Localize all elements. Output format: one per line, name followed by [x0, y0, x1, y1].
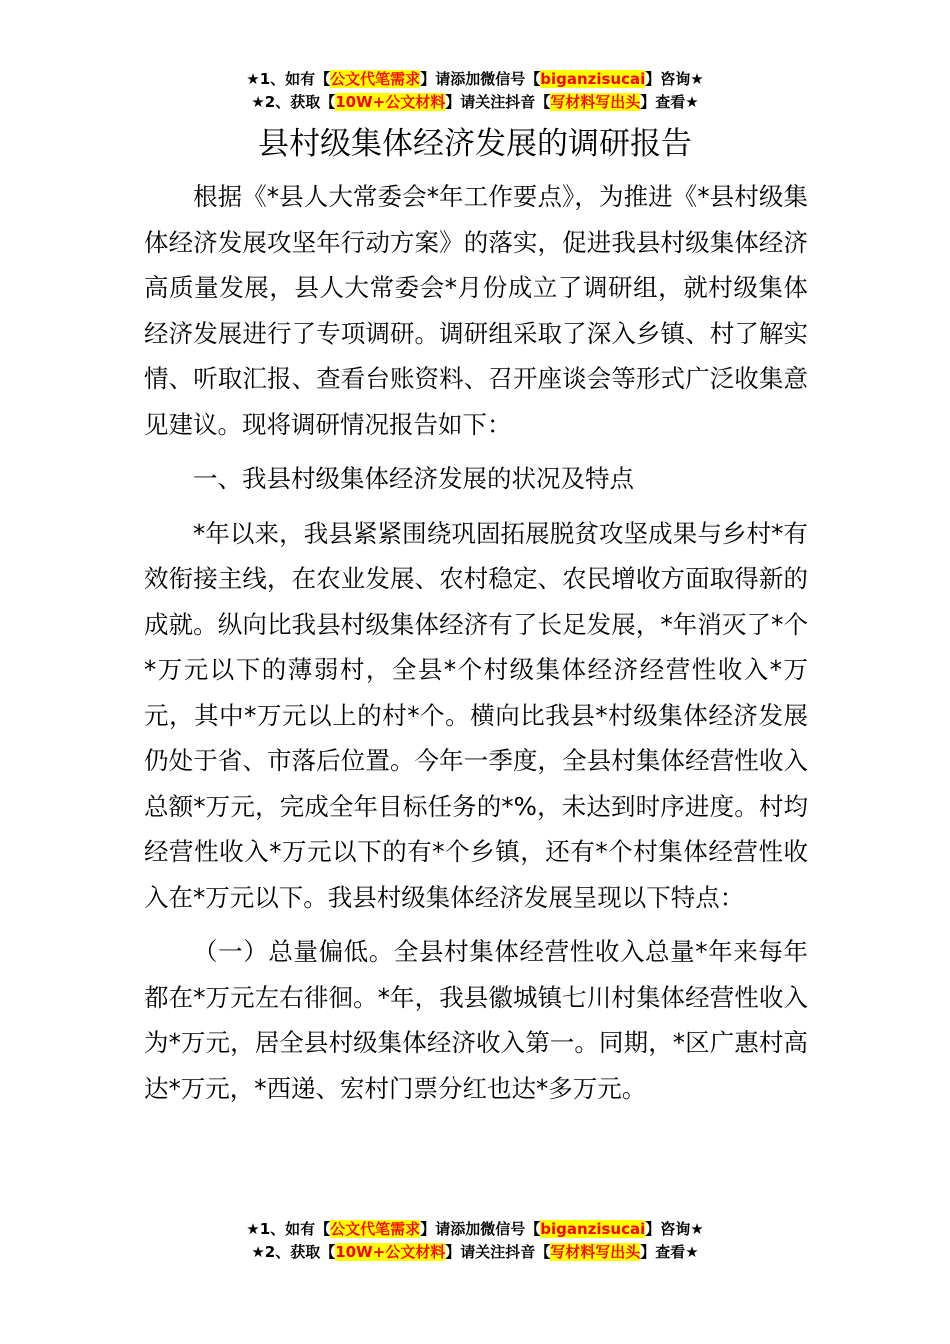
highlight-wechat-id: biganzisucai — [540, 70, 646, 88]
highlight-wechat-id: biganzisucai — [540, 1220, 646, 1238]
highlight-materials: 10W+公文材料 — [335, 93, 446, 111]
banner-text: ★2、获取【 — [251, 93, 336, 111]
banner-text: 】咨询★ — [645, 70, 704, 88]
footer-banner — [0, 1218, 950, 1264]
banner-text: ★1、如有【 — [246, 70, 331, 88]
highlight-service: 公文代笔需求 — [330, 70, 421, 88]
banner-line-2 — [0, 1241, 950, 1264]
highlight-materials: 10W+公文材料 — [335, 1243, 446, 1261]
banner-text: ★1、如有【 — [246, 1220, 331, 1238]
banner-text: 】请添加微信号【 — [420, 70, 541, 88]
section-heading-1: 一、我县村级集体经济发展的状况及特点 — [193, 464, 634, 493]
banner-line-2 — [0, 91, 950, 114]
banner-text: 】请关注抖音【 — [445, 93, 551, 111]
banner-text: 】查看★ — [640, 93, 699, 111]
paragraph-status: *年以来，我县紧紧围绕巩固拓展脱贫攻坚成果与乡村*有效衔接主线，在农业发展、农村稳定、农民增收方面取得新的成就。纵向比我县村级集体经济有了长足发展，*年消灭了*个*万元以下的薄弱村，全县*个村级集体经济经营性收入*万元，其中*万元以上的村*个。横向比我县*村级集体经济发展仍处于省、市落后位置。今年一季度，全县村集体经营性收入总额*万元，完成全年目标任务的*%，未达到时序进度。村均经营性收入*万元以下的有*个乡镇，还有*个村集体经营性收入在*万元以下。我县村级集体经济发展呈现以下特点： — [144, 518, 808, 912]
highlight-douyin-account: 写材料写出头 — [550, 93, 641, 111]
banner-line-1 — [0, 1218, 950, 1241]
banner-text: 】请关注抖音【 — [445, 1243, 551, 1261]
document-body — [144, 174, 808, 1120]
banner-line-1 — [0, 68, 950, 91]
header-banner — [0, 68, 950, 114]
banner-text: 】请添加微信号【 — [420, 1220, 541, 1238]
banner-text: 】查看★ — [640, 1243, 699, 1261]
document-title: 县村级集体经济发展的调研报告 — [258, 126, 692, 162]
highlight-service: 公文代笔需求 — [330, 1220, 421, 1238]
paragraph-intro: 根据《*县人大常委会*年工作要点》，为推进《*县村级集体经济发展攻坚年行动方案》的落实，促进我县村级集体经济高质量发展，县人大常委会*月份成立了调研组，就村级集体经济发展进行了专项调研。调研组采取了深入乡镇、村了解实情、听取汇报、查看台账资料、召开座谈会等形式广泛收集意见建议。现将调研情况报告如下： — [144, 182, 808, 439]
highlight-douyin-account: 写材料写出头 — [550, 1243, 641, 1261]
paragraph-total-low: （一）总量偏低。全县村集体经营性收入总量*年来每年都在*万元左右徘徊。*年，我县徽城镇七川村集体经营性收入为*万元，居全县村级集体经济收入第一。同期，*区广惠村高达*万元，*西递、宏村门票分红也达*多万元。 — [144, 937, 808, 1103]
banner-text: 】咨询★ — [645, 1220, 704, 1238]
banner-text: ★2、获取【 — [251, 1243, 336, 1261]
